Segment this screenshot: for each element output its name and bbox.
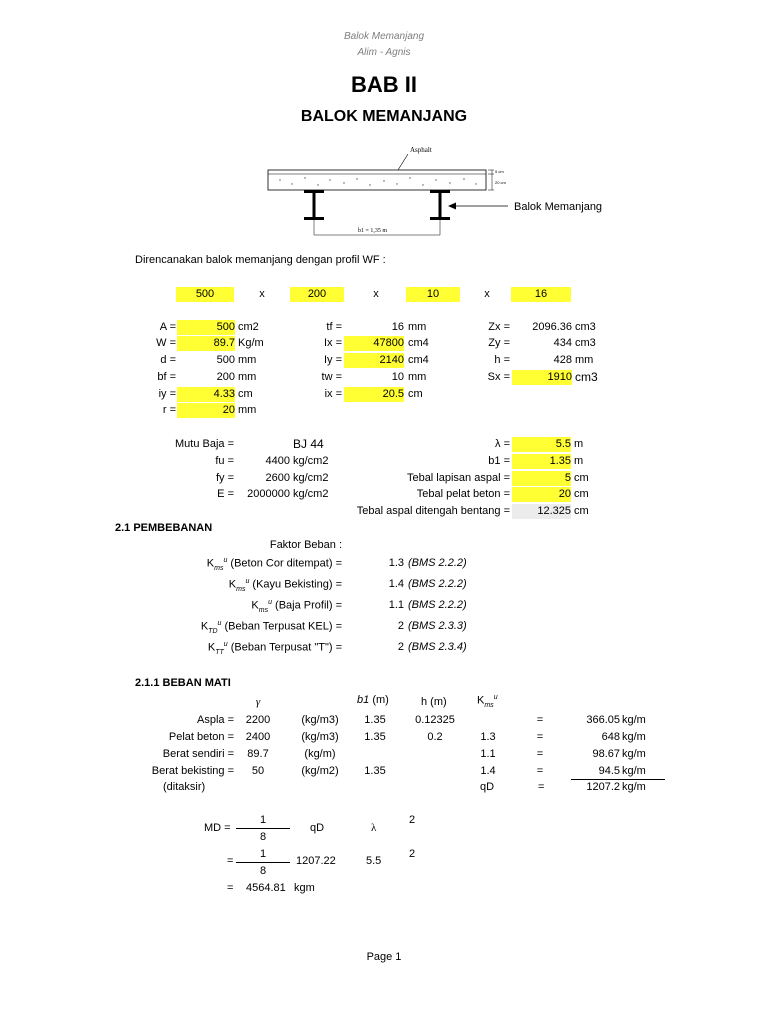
- section-21-heading: 2.1 PEMBEBANAN: [115, 522, 213, 534]
- prop-A-label: A =: [159, 321, 176, 333]
- col-k-sup: u: [493, 694, 498, 701]
- load-factor-label: [150, 578, 342, 593]
- dead-load-b1: 1.35: [364, 731, 386, 743]
- load-factor-symbol: K: [200, 620, 209, 633]
- dead-load-k: 1.1: [480, 748, 496, 760]
- pelat-label: Tebal pelat beton =: [416, 488, 510, 500]
- exponent-1: 2: [409, 814, 416, 826]
- left-wf-beam: [304, 190, 324, 220]
- beam-label: Balok Memanjang: [514, 201, 603, 213]
- col-b1-header: [357, 694, 389, 706]
- prop-Zy-unit: cm3: [575, 337, 596, 349]
- prop-iy-value: 4.33: [177, 387, 235, 402]
- chapter-title: BAB II: [351, 72, 417, 97]
- dead-load-label: Aspla =: [197, 714, 234, 726]
- header-line1: Balok Memanjang: [343, 31, 425, 42]
- load-factor-superscript: u: [245, 578, 250, 585]
- load-factor-description: (Kayu Bekisting) =: [249, 578, 342, 591]
- prop-W-value: 89.7: [177, 336, 235, 351]
- md-label: MD =: [204, 822, 231, 834]
- right-wf-beam: [430, 190, 450, 220]
- prop-Sx-label: Sx =: [487, 371, 510, 383]
- E-label: E =: [217, 488, 234, 500]
- fy-unit: kg/cm2: [293, 472, 329, 484]
- aspal-unit: cm: [574, 472, 589, 484]
- load-factor-subscript: ms: [214, 564, 224, 572]
- load-factor-value: 2: [397, 641, 404, 653]
- mutu-value: BJ 44: [293, 437, 324, 451]
- prop-r-unit: mm: [238, 404, 257, 416]
- load-factor-symbol: K: [228, 578, 237, 591]
- prop-Ix-unit: cm4: [408, 337, 429, 349]
- b1-prop-value: 1.35: [512, 454, 571, 469]
- load-factor-subscript: TT: [215, 648, 224, 656]
- prop-Zx-unit: cm3: [575, 321, 596, 333]
- b1-prop-unit: m: [574, 455, 584, 467]
- prop-Ix-label: Ix =: [323, 337, 342, 349]
- md-result: 4564.81: [246, 882, 286, 894]
- b1-label: b1 = 1,35 m: [358, 228, 388, 234]
- bridge-section-figure: [260, 140, 630, 240]
- slab-shape: [268, 170, 486, 190]
- prop-d-unit: mm: [238, 354, 257, 366]
- pelat-unit: cm: [574, 488, 589, 500]
- eq-sign-2: =: [227, 882, 234, 894]
- intro-text: Direncanakan balok memanjang dengan profil WF :: [135, 254, 386, 266]
- dim-slab: 20 cm: [495, 180, 506, 185]
- fraction-bar-2: [236, 862, 290, 863]
- dead-load-result-unit: kg/m: [622, 731, 646, 743]
- fy-value: 2600: [265, 472, 290, 484]
- load-factor-symbol: K: [206, 557, 215, 570]
- exponent-2: 2: [409, 848, 416, 860]
- dead-load-eq: =: [536, 714, 544, 726]
- fraction-num-1: 1: [259, 814, 267, 826]
- prop-Zx-label: Zx =: [488, 321, 510, 333]
- prop-r-value: 20: [177, 403, 235, 418]
- profile-d: 500: [176, 287, 234, 302]
- prop-tf-unit: mm: [408, 321, 427, 333]
- col-b1-symbol: b1: [357, 694, 370, 706]
- lambda-unit: m: [574, 438, 584, 450]
- prop-h-value: 428: [553, 354, 572, 366]
- dead-load-unit: (kg/m3): [301, 714, 339, 726]
- load-factor-symbol: K: [207, 641, 216, 654]
- prop-iy-unit: cm: [238, 388, 253, 400]
- md-result-unit: kgm: [294, 882, 315, 894]
- load-factor-label: [150, 620, 342, 635]
- load-factor-superscript: u: [223, 557, 228, 564]
- prop-ix-value: 20.5: [344, 387, 404, 402]
- prop-tw-unit: mm: [408, 371, 427, 383]
- prop-d-value: 500: [216, 354, 235, 366]
- qd-number: 1207.22: [296, 855, 336, 867]
- aspal-value: 5: [512, 471, 571, 486]
- dead-load-label: Berat bekisting =: [151, 765, 234, 777]
- load-factor-reference: (BMS 2.2.2): [408, 557, 467, 569]
- header-line2: Alim - Agnis: [357, 47, 411, 58]
- qd-unit: kg/m: [622, 781, 646, 793]
- load-factor-description: (Baja Profil) =: [272, 599, 342, 612]
- load-factor-value: 1.4: [388, 578, 404, 590]
- prop-tw-label: tw =: [321, 371, 342, 383]
- fraction-num-2: 1: [259, 848, 267, 860]
- sum-line: [571, 779, 665, 780]
- col-k-symbol: K: [477, 694, 485, 707]
- asphalt-label: Asphalt: [410, 146, 432, 154]
- prop-iy-label: iy =: [158, 388, 176, 400]
- prop-bf-unit: mm: [238, 371, 257, 383]
- fraction-den-2: 8: [259, 865, 267, 877]
- faktor-beban-label: Faktor Beban :: [269, 539, 342, 551]
- dead-load-unit: (kg/m3): [301, 731, 339, 743]
- prop-Zx-value: 2096.36: [532, 321, 572, 333]
- load-factor-subscript: ms: [258, 606, 269, 614]
- dead-load-gamma: 2200: [245, 714, 271, 726]
- col-k-sub: ms: [484, 701, 494, 709]
- fu-value: 4400: [265, 455, 290, 467]
- dead-load-result-unit: kg/m: [622, 714, 646, 726]
- dead-load-unit: (kg/m2): [301, 765, 339, 777]
- prop-tw-value: 10: [391, 371, 404, 383]
- fu-unit: kg/cm2: [293, 455, 329, 467]
- E-unit: kg/cm2: [293, 488, 329, 500]
- dead-load-gamma: 2400: [245, 731, 271, 743]
- prop-r-label: r =: [162, 404, 176, 416]
- load-factor-subscript: ms: [236, 585, 246, 593]
- dead-load-eq: =: [536, 748, 544, 760]
- tengah-label: Tebal aspal ditengah bentang =: [356, 505, 510, 517]
- lambda-symbol: λ: [371, 822, 377, 834]
- dead-load-b1: 1.35: [364, 714, 386, 726]
- dead-load-unit: (kg/m): [304, 748, 336, 760]
- dead-load-result: 366.05: [586, 714, 620, 726]
- load-factor-reference: (BMS 2.3.3): [408, 620, 467, 632]
- dead-load-label: Berat sendiri =: [162, 748, 234, 760]
- load-factor-superscript: u: [268, 599, 272, 606]
- lambda-number: 5.5: [366, 855, 382, 867]
- prop-Iy-value: 2140: [344, 353, 404, 368]
- load-factor-reference: (BMS 2.3.4): [408, 641, 467, 653]
- aspal-label: Tebal lapisan aspal =: [406, 472, 510, 484]
- prop-bf-value: 200: [216, 371, 235, 383]
- load-factor-description: (Beban Terpusat KEL) =: [221, 620, 342, 633]
- prop-Zy-label: Zy =: [488, 337, 510, 349]
- dead-load-h: 0.12325: [415, 714, 455, 726]
- qd-label: qD: [480, 781, 495, 793]
- profile-x3: x: [484, 288, 490, 300]
- profile-tw: 10: [406, 287, 460, 302]
- b1-prop-label: b1 =: [488, 455, 510, 467]
- profile-x2: x: [373, 288, 379, 300]
- prop-Ix-value: 47800: [344, 336, 404, 351]
- load-factor-label: [150, 641, 342, 656]
- fu-label: fu =: [215, 455, 234, 467]
- pelat-value: 20: [512, 487, 571, 502]
- dead-load-result-unit: kg/m: [622, 765, 646, 777]
- col-h-header: h (m): [421, 696, 447, 708]
- page-number: Page 1: [366, 951, 402, 963]
- prop-ix-label: ix =: [324, 388, 342, 400]
- dead-load-k: 1.4: [480, 765, 496, 777]
- dead-load-gamma: 50: [251, 765, 265, 777]
- prop-W-unit: Kg/m: [238, 337, 264, 349]
- load-factor-value: 1.3: [388, 557, 404, 569]
- prop-tf-value: 16: [391, 321, 404, 333]
- prop-h-label: h =: [494, 354, 510, 366]
- dead-load-eq: =: [536, 765, 544, 777]
- col-b1-unit: (m): [372, 694, 389, 706]
- prop-bf-label: bf =: [157, 371, 176, 383]
- col-k-header: [477, 694, 498, 709]
- load-factor-superscript: u: [217, 620, 222, 627]
- qd-value: 1207.2: [586, 781, 620, 793]
- tengah-unit: cm: [574, 505, 589, 517]
- dead-load-b1: 1.35: [364, 765, 386, 777]
- dead-load-result: 648: [601, 731, 620, 743]
- eq-sign-1: =: [227, 855, 234, 867]
- load-factor-symbol: K: [251, 599, 259, 612]
- dead-load-result: 94.5: [598, 765, 620, 777]
- fy-label: fy =: [215, 472, 234, 484]
- profile-x1: x: [259, 288, 265, 300]
- profile-bf: 200: [290, 287, 344, 302]
- prop-h-unit: mm: [575, 354, 594, 366]
- dead-load-h: 0.2: [427, 731, 443, 743]
- col-gamma-header: γ: [255, 696, 261, 708]
- prop-Iy-label: Iy =: [323, 354, 342, 366]
- prop-tf-label: tf =: [326, 321, 342, 333]
- prop-Iy-unit: cm4: [408, 354, 429, 366]
- dead-load-k: 1.3: [480, 731, 496, 743]
- section-211-heading: 2.1.1 BEBAN MATI: [135, 677, 231, 689]
- dim-asphalt: 5 cm: [495, 169, 504, 174]
- load-factor-subscript: TD: [208, 627, 218, 635]
- section-title: BALOK MEMANJANG: [300, 108, 468, 125]
- dead-load-result-unit: kg/m: [622, 748, 646, 760]
- mutu-label: Mutu Baja =: [174, 438, 234, 450]
- prop-A-unit: cm2: [238, 321, 259, 333]
- ditaksir-note: (ditaksir): [163, 781, 206, 793]
- prop-Sx-value: 1910: [512, 370, 572, 385]
- lambda-label: λ =: [495, 438, 510, 450]
- load-factor-description: (Beban Terpusat "T") =: [227, 641, 342, 654]
- qd-eq: =: [538, 781, 545, 793]
- dead-load-result: 98.67: [592, 748, 620, 760]
- prop-Sx-unit: cm3: [575, 370, 598, 384]
- tengah-value: 12.325: [512, 504, 571, 519]
- load-factor-label: [150, 557, 342, 572]
- lambda-value: 5.5: [512, 437, 571, 452]
- prop-Zy-value: 434: [553, 337, 572, 349]
- fraction-den-1: 8: [259, 831, 267, 843]
- fraction-bar-1: [236, 828, 290, 829]
- E-value: 2000000: [247, 488, 290, 500]
- prop-ix-unit: cm: [408, 388, 423, 400]
- load-factor-reference: (BMS 2.2.2): [408, 578, 467, 590]
- load-factor-label: [150, 599, 342, 614]
- load-factor-description: (Beton Cor ditempat) =: [227, 557, 342, 570]
- qd-symbol: qD: [310, 822, 325, 834]
- profile-tf: 16: [511, 287, 571, 302]
- dead-load-gamma: 89.7: [247, 748, 269, 760]
- load-factor-reference: (BMS 2.2.2): [408, 599, 467, 611]
- load-factor-superscript: u: [223, 641, 228, 648]
- prop-W-label: W =: [156, 337, 176, 349]
- prop-d-label: d =: [160, 354, 176, 366]
- dead-load-eq: =: [536, 731, 544, 743]
- dead-load-label: Pelat beton =: [168, 731, 234, 743]
- load-factor-value: 1.1: [388, 599, 404, 611]
- load-factor-value: 2: [397, 620, 404, 632]
- prop-A-value: 500: [177, 320, 235, 335]
